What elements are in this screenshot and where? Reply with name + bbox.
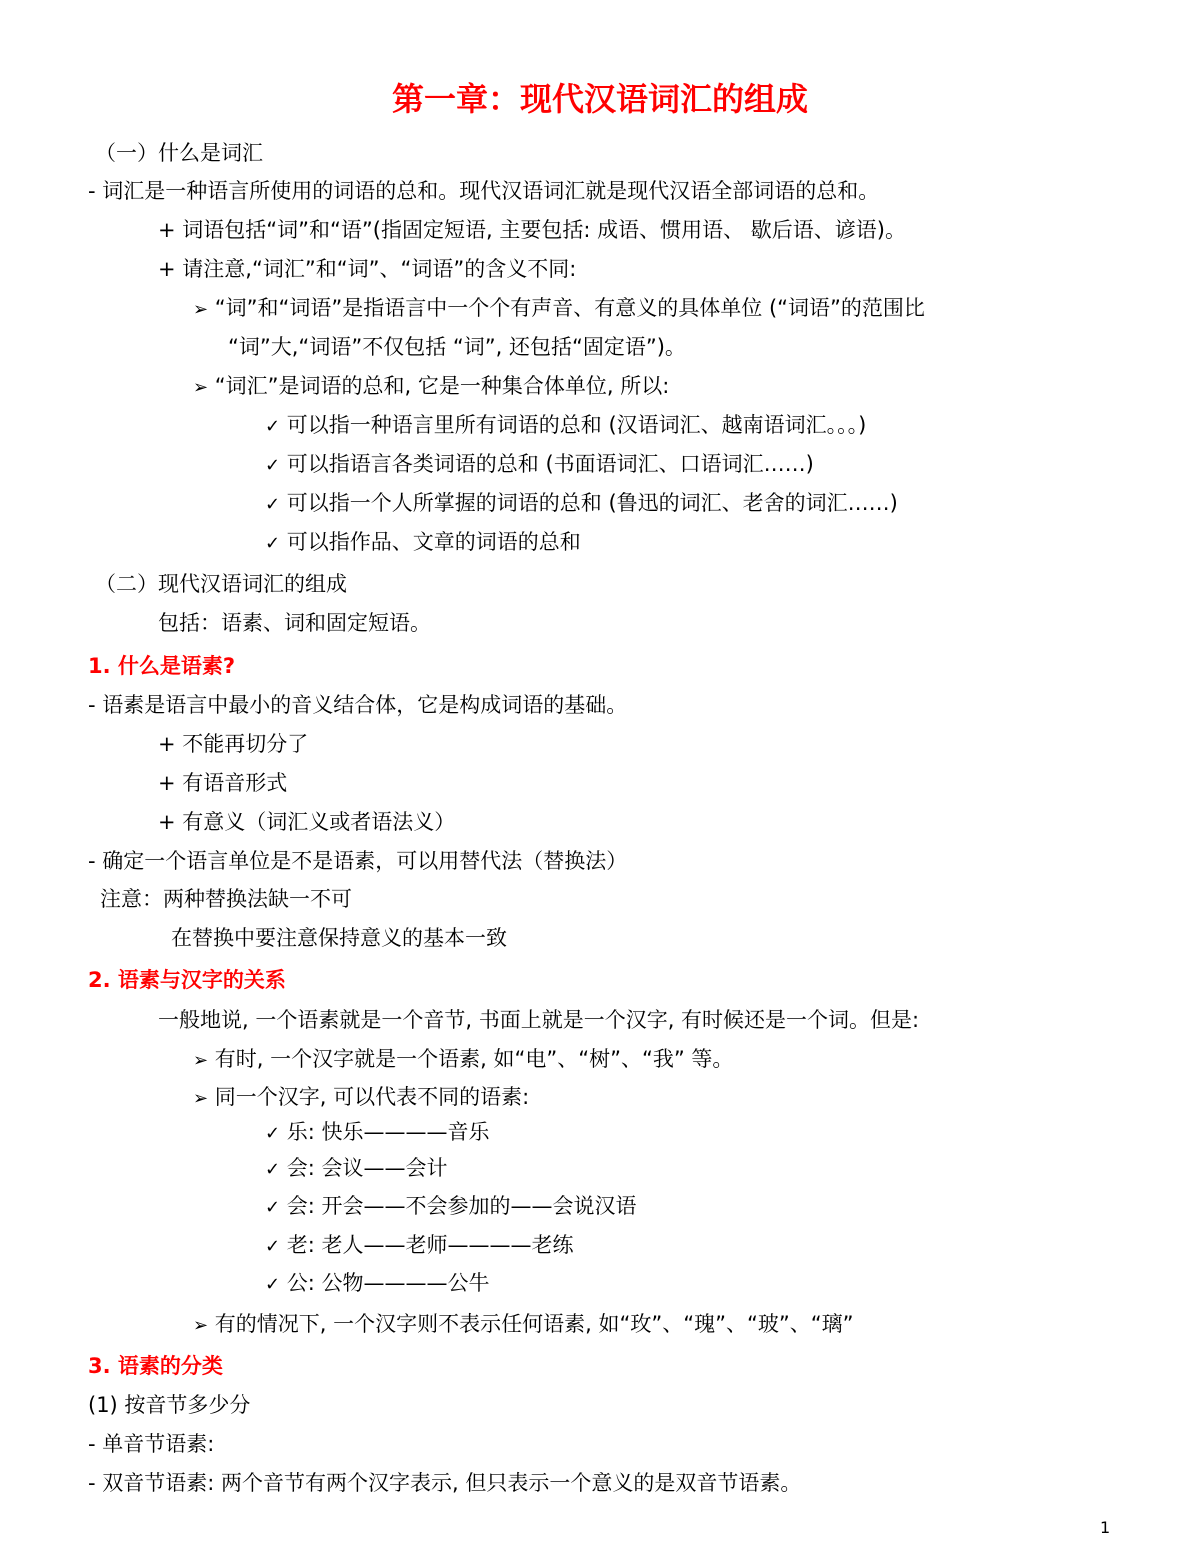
paragraph: - 语素是语言中最小的音义结合体，它是构成词语的基础。: [88, 693, 628, 717]
paragraph: - 单音节语素:: [88, 1432, 215, 1456]
arrow-bullet-item: [193, 294, 925, 324]
check-icon: ✓: [265, 1159, 281, 1180]
bullet-text: 有的情况下, 一个汉字则不表示任何语素, 如“玫”、“瑰”、“玻”、“璃”: [214, 1312, 854, 1336]
check-text: 公: 公物————公牛: [286, 1271, 490, 1295]
list-item: + 词语包括“词”和“语”(指固定短语, 主要包括: 成语、惯用语、 歇后语、谚语)。: [158, 218, 906, 242]
check-icon: ✓: [265, 1123, 281, 1144]
check-text: 可以指语言各类词语的总和 (书面语词汇、口语词汇……): [286, 452, 814, 476]
check-text: 乐: 快乐————音乐: [286, 1120, 490, 1144]
arrow-bullet-icon: ➢: [193, 1088, 209, 1109]
arrow-bullet-item: [193, 372, 669, 402]
check-icon: ✓: [265, 1236, 281, 1257]
paragraph: - 双音节语素: 两个音节有两个汉字表示, 但只表示一个意义的是双音节语素。: [88, 1471, 802, 1495]
section-heading: （一）什么是词汇: [95, 141, 263, 165]
arrow-bullet-item: [193, 1310, 854, 1340]
page-title: 第一章：现代汉语词汇的组成: [391, 80, 808, 118]
check-item: [265, 1231, 574, 1261]
check-icon: ✓: [265, 533, 281, 554]
check-text: 老: 老人——老师————老练: [286, 1233, 574, 1257]
section-heading: （二）现代汉语词汇的组成: [95, 572, 347, 596]
check-text: 可以指作品、文章的词语的总和: [286, 530, 581, 554]
list-item: + 有语音形式: [158, 771, 288, 795]
arrow-bullet-item: [193, 1083, 529, 1113]
check-item: [265, 1192, 637, 1222]
subsection-heading: 1. 什么是语素?: [88, 654, 236, 678]
check-item: [265, 1269, 490, 1299]
arrow-bullet-item: [193, 1045, 733, 1075]
check-icon: ✓: [265, 416, 281, 437]
check-icon: ✓: [265, 1274, 281, 1295]
bullet-text: 同一个汉字, 可以代表不同的语素:: [214, 1085, 530, 1109]
check-item: [265, 1154, 448, 1184]
check-item: [265, 528, 581, 558]
note: 注意：两种替换法缺一不可: [100, 887, 352, 911]
paragraph: - 词汇是一种语言所使用的词语的总和。现代汉语词汇就是现代汉语全部词语的总和。: [88, 179, 880, 203]
check-icon: ✓: [265, 1197, 281, 1218]
check-item: [265, 1118, 490, 1148]
check-text: 会: 开会——不会参加的——会说汉语: [286, 1194, 637, 1218]
subsection-heading: 2. 语素与汉字的关系: [88, 968, 286, 992]
paragraph: - 确定一个语言单位是不是语素，可以用替代法（替换法）: [88, 849, 628, 873]
check-icon: ✓: [265, 455, 281, 476]
arrow-bullet-icon: ➢: [193, 1315, 209, 1336]
arrow-bullet-icon: ➢: [193, 377, 209, 398]
list-item: + 请注意,“词汇”和“词”、“词语”的含义不同:: [158, 257, 577, 281]
bullet-text: 有时, 一个汉字就是一个语素, 如“电”、“树”、“我” 等。: [214, 1047, 734, 1071]
paragraph: 一般地说, 一个语素就是一个音节, 书面上就是一个汉字, 有时候还是一个词。但是:: [158, 1008, 920, 1032]
arrow-bullet-icon: ➢: [193, 1050, 209, 1071]
note: 在替换中要注意保持意义的基本一致: [171, 926, 507, 950]
arrow-bullet-icon: ➢: [193, 299, 209, 320]
bullet-text: “词”和“词语”是指语言中一个个有声音、有意义的具体单位 (“词语”的范围比: [214, 296, 925, 320]
check-item: [265, 489, 898, 519]
check-text: 会: 会议——会计: [286, 1156, 448, 1180]
check-item: [265, 411, 866, 441]
check-icon: ✓: [265, 494, 281, 515]
paragraph: (1) 按音节多少分: [88, 1393, 251, 1417]
check-text: 可以指一个人所掌握的词语的总和 (鲁迅的词汇、老舍的词汇……): [286, 491, 898, 515]
list-item: + 有意义（词汇义或者语法义）: [158, 810, 456, 834]
paragraph: 包括：语素、词和固定短语。: [158, 611, 431, 635]
list-item: + 不能再切分了: [158, 732, 309, 756]
check-item: [265, 450, 814, 480]
bullet-text: “词汇”是词语的总和, 它是一种集合体单位, 所以:: [214, 374, 670, 398]
bullet-continuation: “词”大,“词语”不仅包括 “词”, 还包括“固定语”)。: [228, 335, 686, 359]
subsection-heading: 3. 语素的分类: [88, 1354, 223, 1378]
check-text: 可以指一种语言里所有词语的总和 (汉语词汇、越南语词汇。。。): [286, 413, 867, 437]
page-number: 1: [1100, 1518, 1111, 1537]
